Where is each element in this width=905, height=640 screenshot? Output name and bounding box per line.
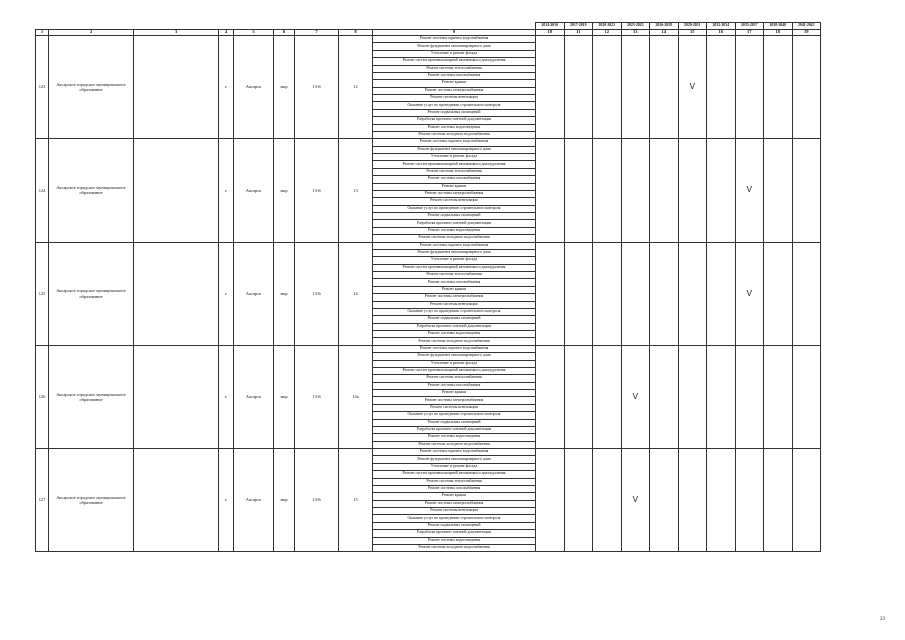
work-type: Ремонт системы горячего водоснабжения xyxy=(373,345,536,352)
work-type: Ремонт фундамента многоквартирного дома xyxy=(373,353,536,360)
period-cell xyxy=(536,36,565,139)
house-number: 15 xyxy=(339,449,373,552)
column-number-8: 8 xyxy=(339,30,373,36)
work-type: Оказание услуг по проведению строительного контроля xyxy=(373,515,536,522)
period-cell xyxy=(764,345,793,448)
period-cell xyxy=(792,449,821,552)
period-cell xyxy=(593,242,622,345)
work-type: Ремонт подвальных помещений xyxy=(373,522,536,529)
work-type: Ремонт системы газоснабжения xyxy=(373,485,536,492)
capital-repair-table xyxy=(35,22,821,552)
column-number-13: 13 xyxy=(621,30,650,36)
column-number-16: 16 xyxy=(707,30,736,36)
municipality: Аксарское городское муниципальное образование xyxy=(49,139,134,242)
work-type: Утепление и ремонт фасада xyxy=(373,360,536,367)
work-type: Ремонт системы вентиляции xyxy=(373,198,536,205)
period-cell xyxy=(564,449,593,552)
settlement-name: Аксарск xyxy=(234,36,274,139)
period-header-15: 2029-2031 xyxy=(678,23,707,30)
settlement-type: г. xyxy=(219,36,234,139)
settlement-type: г. xyxy=(219,449,234,552)
work-type: Оказание услуг по проведению строительного контроля xyxy=(373,412,536,419)
column-number-3: 3 xyxy=(134,30,219,36)
work-type: Ремонт системы холодного водоснабжения xyxy=(373,338,536,345)
house-number: 13 xyxy=(339,139,373,242)
work-type: Ремонт системы электроснабжения xyxy=(373,500,536,507)
work-type: Ремонт крыши xyxy=(373,286,536,293)
period-cell xyxy=(707,449,736,552)
column-number-4: 4 xyxy=(219,30,234,36)
period-cell xyxy=(621,139,650,242)
period-cell xyxy=(764,242,793,345)
work-type: Ремонт системы теплоснабжения xyxy=(373,65,536,72)
work-type: Ремонт подвальных помещений xyxy=(373,419,536,426)
column-number-5: 5 xyxy=(234,30,274,36)
work-type: Ремонт системы горячего водоснабжения xyxy=(373,242,536,249)
work-type: Ремонт системы газоснабжения xyxy=(373,382,536,389)
work-type: Разработка проектно-сметной документации xyxy=(373,220,536,227)
period-cell xyxy=(564,36,593,139)
settlement-type: г. xyxy=(219,345,234,448)
work-type: Ремонт систем противопожарной автоматики и дымоудаления xyxy=(373,264,536,271)
column-number-2: 2 xyxy=(49,30,134,36)
work-type: Ремонт системы горячего водоснабжения xyxy=(373,36,536,43)
street-type: мкр xyxy=(274,242,295,345)
period-cell xyxy=(735,449,764,552)
settlement-name: Аксарск xyxy=(234,449,274,552)
repair-period-mark: V xyxy=(735,139,764,242)
work-type: Разработка проектно-сметной документации xyxy=(373,117,536,124)
period-cell xyxy=(792,242,821,345)
row-number: 126 xyxy=(36,345,49,448)
period-cell xyxy=(650,449,679,552)
repair-period-mark: V xyxy=(621,449,650,552)
settlement-type: г. xyxy=(219,139,234,242)
street-name: 13-й xyxy=(295,242,339,345)
period-header-13: 2023-2025 xyxy=(621,23,650,30)
row-number: 124 xyxy=(36,139,49,242)
period-cell xyxy=(707,242,736,345)
work-type: Оказание услуг по проведению строительного контроля xyxy=(373,308,536,315)
repair-period-mark: V xyxy=(678,36,707,139)
settlement-name: Аксарск xyxy=(234,242,274,345)
period-cell xyxy=(564,139,593,242)
period-cell xyxy=(650,139,679,242)
period-cell xyxy=(792,36,821,139)
work-type: Ремонт системы водоотведения xyxy=(373,434,536,441)
work-type: Ремонт системы газоснабжения xyxy=(373,279,536,286)
work-type: Ремонт систем противопожарной автоматики и дымоудаления xyxy=(373,471,536,478)
column-number-7: 7 xyxy=(295,30,339,36)
work-type: Ремонт подвальных помещений xyxy=(373,109,536,116)
period-cell xyxy=(593,36,622,139)
column-number-12: 12 xyxy=(593,30,622,36)
period-header-10: 2014-2016 xyxy=(536,23,565,30)
work-type: Ремонт системы вентиляции xyxy=(373,95,536,102)
period-cell xyxy=(536,449,565,552)
house-number: 14 xyxy=(339,242,373,345)
repair-period-mark: V xyxy=(735,242,764,345)
work-type: Ремонт системы холодного водоснабжения xyxy=(373,544,536,551)
work-type: Ремонт системы теплоснабжения xyxy=(373,272,536,279)
work-type: Ремонт системы электроснабжения xyxy=(373,397,536,404)
work-type: Ремонт системы электроснабжения xyxy=(373,87,536,94)
municipality: Аксарское городское муниципальное образование xyxy=(49,36,134,139)
settlement-type: г. xyxy=(219,242,234,345)
work-type: Разработка проектно-сметной документации xyxy=(373,426,536,433)
row-number: 123 xyxy=(36,36,49,139)
column-number-18: 18 xyxy=(764,30,793,36)
table-row xyxy=(36,36,821,43)
work-type: Ремонт системы вентиляции xyxy=(373,508,536,515)
column-number-9: 9 xyxy=(373,30,536,36)
period-cell xyxy=(650,345,679,448)
period-cell xyxy=(678,242,707,345)
work-type: Ремонт крыши xyxy=(373,183,536,190)
street-type: мкр xyxy=(274,139,295,242)
house-number: 12 xyxy=(339,36,373,139)
work-type: Утепление и ремонт фасада xyxy=(373,154,536,161)
municipality-duplicate xyxy=(134,139,219,242)
work-type: Ремонт системы вентиляции xyxy=(373,301,536,308)
period-cell xyxy=(707,139,736,242)
work-type: Ремонт системы теплоснабжения xyxy=(373,375,536,382)
municipality-duplicate xyxy=(134,449,219,552)
document-sheet xyxy=(35,22,821,552)
period-cell xyxy=(650,242,679,345)
column-number-15: 15 xyxy=(678,30,707,36)
work-type: Ремонт крыши xyxy=(373,390,536,397)
column-number-6: 6 xyxy=(274,30,295,36)
work-type: Ремонт системы электроснабжения xyxy=(373,190,536,197)
period-cell xyxy=(621,242,650,345)
column-number-1: 1 xyxy=(36,30,49,36)
period-cell xyxy=(593,139,622,242)
period-cell xyxy=(593,345,622,448)
period-cell xyxy=(764,139,793,242)
work-type: Ремонт систем противопожарной автоматики и дымоудаления xyxy=(373,161,536,168)
period-cell xyxy=(536,345,565,448)
period-cell xyxy=(593,449,622,552)
work-type: Ремонт системы теплоснабжения xyxy=(373,168,536,175)
work-type: Ремонт системы холодного водоснабжения xyxy=(373,441,536,448)
municipality-duplicate xyxy=(134,242,219,345)
row-number: 127 xyxy=(36,449,49,552)
header-blank xyxy=(36,23,536,30)
house-number: 14а xyxy=(339,345,373,448)
table-row xyxy=(36,449,821,456)
street-name: 13-й xyxy=(295,449,339,552)
column-number-17: 17 xyxy=(735,30,764,36)
work-type: Ремонт фундамента многоквартирного дома xyxy=(373,249,536,256)
work-type: Ремонт системы газоснабжения xyxy=(373,176,536,183)
municipality-duplicate xyxy=(134,36,219,139)
period-cell xyxy=(764,449,793,552)
column-number-10: 10 xyxy=(536,30,565,36)
period-header-14: 2026-2028 xyxy=(650,23,679,30)
work-type: Ремонт фундамента многоквартирного дома xyxy=(373,43,536,50)
table-row xyxy=(36,242,821,249)
period-cell xyxy=(792,139,821,242)
municipality: Аксарское городское муниципальное образование xyxy=(49,242,134,345)
work-type: Ремонт системы горячего водоснабжения xyxy=(373,449,536,456)
period-cell xyxy=(678,345,707,448)
work-type: Ремонт системы горячего водоснабжения xyxy=(373,139,536,146)
period-cell xyxy=(735,345,764,448)
work-type: Ремонт системы холодного водоснабжения xyxy=(373,235,536,242)
period-cell xyxy=(678,449,707,552)
period-cell xyxy=(621,36,650,139)
work-type: Разработка проектно-сметной документации xyxy=(373,530,536,537)
street-name: 13-й xyxy=(295,36,339,139)
period-cell xyxy=(650,36,679,139)
work-type: Ремонт подвальных помещений xyxy=(373,316,536,323)
period-cell xyxy=(536,139,565,242)
column-number-11: 11 xyxy=(564,30,593,36)
work-type: Ремонт систем противопожарной автоматики и дымоудаления xyxy=(373,58,536,65)
work-type: Ремонт системы газоснабжения xyxy=(373,72,536,79)
settlement-name: Аксарск xyxy=(234,139,274,242)
period-cell xyxy=(707,345,736,448)
work-type: Ремонт системы вентиляции xyxy=(373,404,536,411)
work-type: Утепление и ремонт фасада xyxy=(373,257,536,264)
period-cell xyxy=(764,36,793,139)
repair-period-mark: V xyxy=(621,345,650,448)
municipality: Аксарское городское муниципальное образование xyxy=(49,345,134,448)
work-type: Ремонт системы водоотведения xyxy=(373,124,536,131)
period-header-11: 2017-2019 xyxy=(564,23,593,30)
work-type: Ремонт фундамента многоквартирного дома xyxy=(373,456,536,463)
period-cell xyxy=(678,139,707,242)
work-type: Разработка проектно-сметной документации xyxy=(373,323,536,330)
work-type: Ремонт крыши xyxy=(373,80,536,87)
table-row xyxy=(36,139,821,146)
period-cell xyxy=(707,36,736,139)
work-type: Ремонт системы водоотведения xyxy=(373,331,536,338)
period-header-19: 2041-2043 xyxy=(792,23,821,30)
period-cell xyxy=(564,242,593,345)
municipality: Аксарское городское муниципальное образование xyxy=(49,449,134,552)
period-cell xyxy=(735,36,764,139)
work-type: Ремонт системы водоотведения xyxy=(373,537,536,544)
work-type: Ремонт системы водоотведения xyxy=(373,227,536,234)
street-type: мкр xyxy=(274,36,295,139)
settlement-name: Аксарск xyxy=(234,345,274,448)
work-type: Утепление и ремонт фасада xyxy=(373,50,536,57)
page-number: 23 xyxy=(880,617,885,622)
period-cell xyxy=(536,242,565,345)
work-type: Оказание услуг по проведению строительного контроля xyxy=(373,205,536,212)
work-type: Ремонт подвальных помещений xyxy=(373,213,536,220)
column-number-19: 19 xyxy=(792,30,821,36)
work-type: Оказание услуг по проведению строительного контроля xyxy=(373,102,536,109)
work-type: Ремонт системы теплоснабжения xyxy=(373,478,536,485)
period-header-17: 2035-2037 xyxy=(735,23,764,30)
work-type: Ремонт систем противопожарной автоматики и дымоудаления xyxy=(373,367,536,374)
period-cell xyxy=(564,345,593,448)
street-type: мкр xyxy=(274,449,295,552)
row-number: 125 xyxy=(36,242,49,345)
period-header-18: 2038-2040 xyxy=(764,23,793,30)
period-header-16: 2032-2034 xyxy=(707,23,736,30)
work-type: Ремонт фундамента многоквартирного дома xyxy=(373,146,536,153)
column-number-14: 14 xyxy=(650,30,679,36)
period-header-row xyxy=(36,23,821,30)
period-cell xyxy=(792,345,821,448)
period-header-12: 2020-2022 xyxy=(593,23,622,30)
table-row xyxy=(36,345,821,352)
street-type: мкр xyxy=(274,345,295,448)
municipality-duplicate xyxy=(134,345,219,448)
work-type: Ремонт крыши xyxy=(373,493,536,500)
street-name: 13-й xyxy=(295,139,339,242)
work-type: Ремонт системы электроснабжения xyxy=(373,294,536,301)
work-type: Утепление и ремонт фасада xyxy=(373,463,536,470)
work-type: Ремонт системы холодного водоснабжения xyxy=(373,131,536,138)
street-name: 13-й xyxy=(295,345,339,448)
